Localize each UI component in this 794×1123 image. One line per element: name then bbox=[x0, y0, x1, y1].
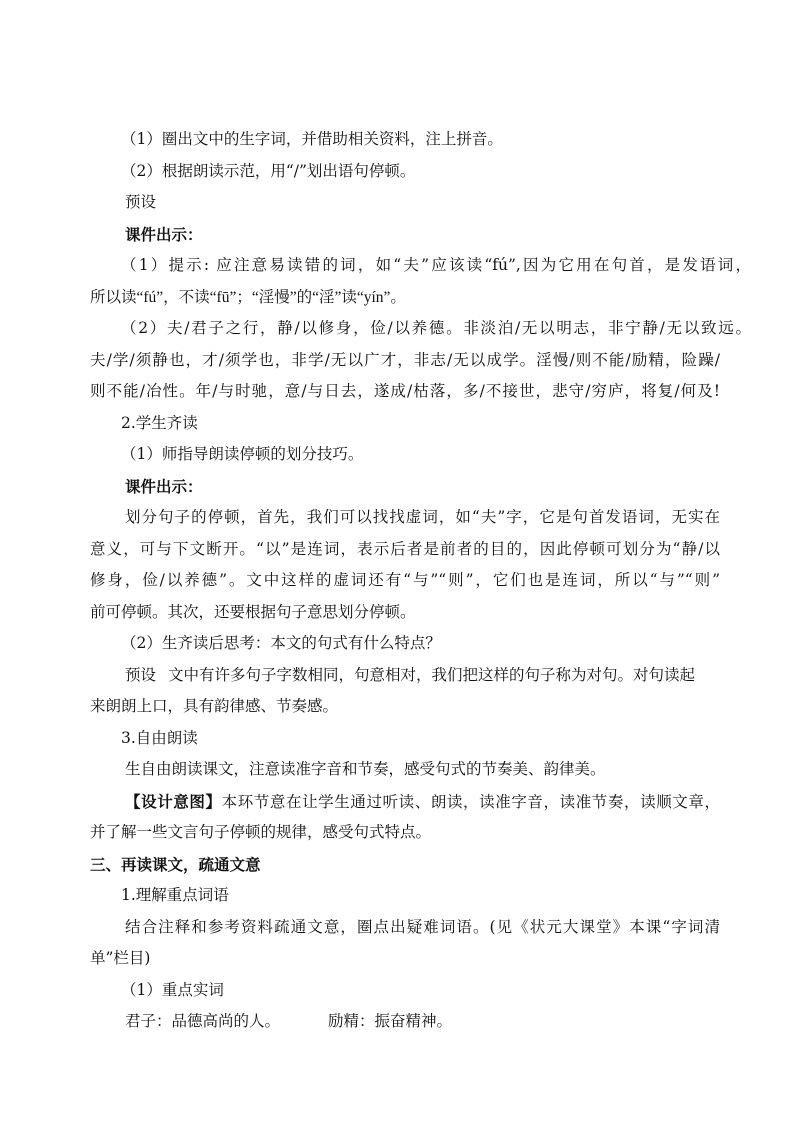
step-2-heading bbox=[90, 408, 720, 440]
annotation-instruction-line-1-text: 结合注释和参考资料疏通文意，圈点出疑难词语。(见《状元大课堂》本课“字词清 bbox=[125, 917, 720, 936]
hint-paragraph-line-2-text: 所以读“fú”，不读“fū”；“淫慢”的“淫”读“yín”。 bbox=[90, 288, 406, 306]
design-intent-line-1 bbox=[90, 786, 720, 818]
courseware-heading-2-text: 课件出示： bbox=[125, 476, 203, 496]
pause-rule-line-4-text: 前可停顿。其次，还要根据句子意思划分停顿。 bbox=[90, 602, 416, 621]
courseware-heading-2 bbox=[90, 471, 720, 503]
task-2 bbox=[90, 156, 720, 188]
preset-label-text: 预设 bbox=[125, 193, 157, 211]
step-2-task-1-text: （1）师指导朗读停顿的划分技巧。 bbox=[121, 445, 364, 463]
step-3-heading bbox=[90, 723, 720, 755]
task-1 bbox=[90, 124, 720, 156]
content-words-heading-text: （1）重点实词 bbox=[121, 980, 224, 999]
step-2-task-2-text: （2）生齐读后思考：本文的句式有什么特点？ bbox=[121, 634, 441, 652]
design-intent-text: 本环节意在让学生通过听读、朗读，读准字音，读准节奏，读顺文章， bbox=[221, 792, 720, 811]
pause-rule-line-1 bbox=[90, 502, 720, 534]
courseware-heading-1-text: 课件出示： bbox=[125, 224, 203, 244]
hint-paragraph-line-2 bbox=[90, 282, 720, 314]
pause-example-line-2 bbox=[90, 345, 720, 377]
content-words-heading bbox=[90, 975, 720, 1007]
section-3-heading bbox=[90, 849, 720, 881]
task-2-text: （2）根据朗读示范，用“/”划出语句停顿。 bbox=[121, 161, 416, 180]
section-3-heading-text: 三、再读课文，疏通文意 bbox=[90, 854, 261, 874]
pause-rule-line-2-text: 意义，可与下文断开。“以”是连词，表示后者是前者的目的，因此停顿可划分为“静/以 bbox=[90, 539, 720, 558]
annotation-instruction-line-1 bbox=[90, 912, 720, 944]
preset-answer-line-2-text: 来朗朗上口，具有韵律感、节奏感。 bbox=[90, 697, 339, 715]
free-reading-instruction-text: 生自由朗读课文，注意读准字音和节奏，感受句式的节奏美、韵律美。 bbox=[125, 760, 606, 778]
annotation-instruction-line-2 bbox=[90, 943, 720, 975]
pause-example-line-1-text: （2）夫/君子之行，静/以修身，俭/以养德。非淡泊/无以明志，非宁静/无以致远。 bbox=[121, 319, 751, 337]
step-2-task-1 bbox=[90, 439, 720, 471]
vocab-definitions bbox=[90, 1006, 720, 1038]
preset-answer-label: 预设 bbox=[125, 665, 157, 684]
pause-example-line-2-text: 夫/学/须静也，才/须学也，非学/无以广才，非志/无以成学。淫慢/则不能/励精，险躁/ bbox=[90, 350, 720, 369]
keywords-heading bbox=[90, 880, 720, 912]
pause-rule-line-1-text: 划分句子的停顿，首先，我们可以找找虚词，如“夫”字，它是句首发语词，无实在 bbox=[125, 508, 720, 526]
hint-paragraph-line-1-text: （1）提示: 应注意易读错的词，如“夫”应该读“fú”,因为它用在句首，是发语词， bbox=[121, 256, 751, 274]
design-intent-line-2-text: 并了解一些文言句子停顿的规律，感受句式特点。 bbox=[90, 823, 432, 841]
task-1-text: （1）圈出文中的生字词，并借助相关资料，注上拼音。 bbox=[121, 130, 503, 148]
hint-paragraph-line-1 bbox=[90, 250, 751, 282]
preset-answer-line-2 bbox=[90, 691, 720, 723]
pause-example-line-3 bbox=[90, 376, 720, 408]
courseware-heading-1 bbox=[90, 219, 720, 251]
vocab-lijing: 励精：振奋精神。 bbox=[328, 1012, 453, 1030]
pause-rule-line-2 bbox=[90, 534, 720, 566]
free-reading-instruction bbox=[90, 754, 720, 786]
step-2-heading-text: 2.学生齐读 bbox=[121, 413, 198, 432]
step-3-heading-text: 3.自由朗读 bbox=[121, 728, 198, 747]
pause-rule-line-4 bbox=[90, 597, 720, 629]
document-body bbox=[90, 124, 751, 1038]
preset-label bbox=[90, 187, 720, 219]
preset-answer-text: 文中有许多句子字数相同，句意相对，我们把这样的句子称为对句。对句读起 bbox=[168, 665, 696, 684]
keywords-heading-text: 1.理解重点词语 bbox=[121, 886, 229, 904]
design-intent-label: 【设计意图】 bbox=[125, 791, 222, 811]
step-2-task-2 bbox=[90, 628, 720, 660]
annotation-instruction-line-2-text: 单”栏目) bbox=[90, 949, 151, 967]
pause-example-line-1 bbox=[90, 313, 751, 345]
pause-rule-line-3-text: 修身，俭/以养德”。文中这样的虚词还有“与”“则”，它们也是连词，所以“与”“则” bbox=[90, 571, 720, 589]
pause-rule-line-3 bbox=[90, 565, 720, 597]
vocab-junzi: 君子：品德高尚的人。 bbox=[125, 1012, 281, 1030]
design-intent-line-2 bbox=[90, 817, 720, 849]
preset-answer-line-1 bbox=[90, 660, 720, 692]
pause-example-line-3-text: 则不能/冶性。年/与时驰，意/与日去，遂成/枯落，多/不接世，悲守/穷庐，将复/何及! bbox=[90, 382, 720, 400]
